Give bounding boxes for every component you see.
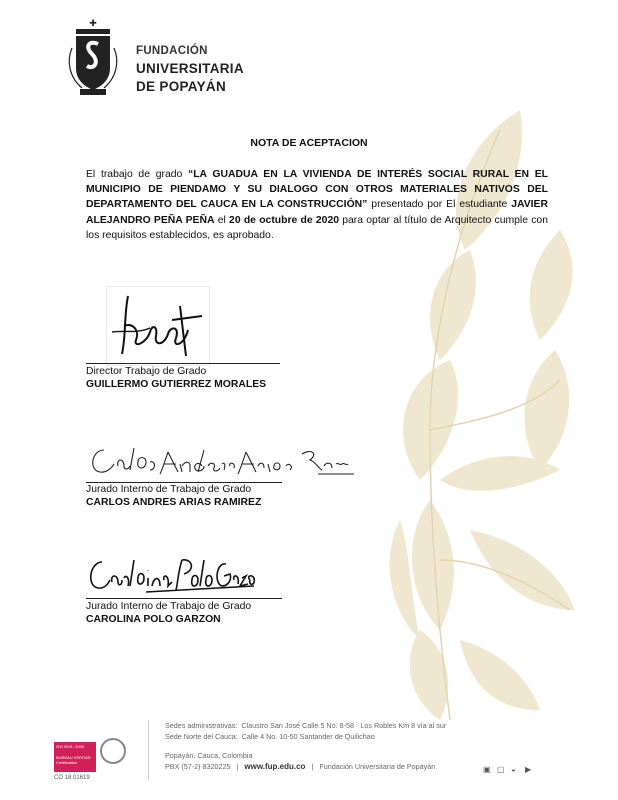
footer-contact [165, 720, 446, 772]
document-title: NOTA DE ACEPTACION [250, 137, 368, 149]
bv-text: BUREAU VERITAS Certification [56, 755, 91, 765]
website-link[interactable]: www.fup.edu.co [244, 762, 306, 771]
institution-name [136, 42, 244, 96]
org-name: Fundación Universitaria de Popayán [319, 762, 436, 771]
jury-2-name: CAROLINA POLO GARZON [86, 614, 221, 625]
signature-director [106, 286, 210, 366]
youtube-icon[interactable]: ▶ [525, 765, 532, 774]
svg-text:✚: ✚ [89, 19, 97, 29]
separator: | [236, 762, 239, 771]
institution-line-1: FUNDACIÓN [136, 45, 208, 57]
city: Popayán, Cauca, Colombia [165, 751, 253, 760]
presented-text: presentado por El estudiante [367, 199, 512, 211]
director-role: Director Trabajo de Grado [86, 366, 207, 377]
jury-1-name: CARLOS ANDRES ARIAS RAMIREZ [86, 497, 262, 508]
pbx: PBX (57-2) 8320225 [165, 762, 231, 771]
cert-code: CO 18.01619 [54, 775, 90, 781]
signature-jury-2 [86, 552, 256, 598]
approval-date: 20 de octubre de 2020 [229, 214, 340, 226]
signature-line-jury-1 [86, 482, 282, 483]
fup-logo [62, 18, 124, 96]
twitter-icon[interactable]: ◒ [511, 765, 516, 774]
bureau-veritas-seal-icon [100, 738, 126, 764]
admin-value: Claustro San José Calle 5 No. 8-58 · Los Robles Km 8 vía al sur [241, 721, 447, 730]
institution-line-2: UNIVERSITARIA [136, 61, 244, 76]
signature-line-director [86, 363, 280, 364]
director-name: GUILLERMO GUTIERREZ MORALES [86, 379, 267, 390]
north-label: Sede Norte del Cauca: [165, 732, 238, 741]
closing-text: para optar al título de Arquitecto cumple con los requisitos establecidos, es aprobado. [86, 214, 548, 241]
student-name: JAVIER ALEJANDRO PEÑA PEÑA [86, 199, 548, 226]
admin-label: Sedes administrativas: [165, 721, 238, 730]
thesis-title: “LA GUADUA EN LA VIVIENDA DE INTERÉS SOCIAL RURAL EN EL MUNICIPIO DE PIENDAMO Y SU DIALOGO CON OTROS MATERIALES NATIVOS DEL DEPARTAMENTO DEL CAUCA EN LA CONSTRUCCIÓN” [86, 169, 548, 211]
footer-divider [148, 720, 149, 780]
iso-text: ISO 9001: 2008 [56, 744, 85, 749]
jury-1-role: Jurado Interno de Trabajo de Grado [86, 484, 252, 495]
on-text: el [214, 214, 230, 226]
acceptance-paragraph [86, 167, 548, 243]
separator: | [311, 762, 314, 771]
north-value: Calle 4 No. 10-50 Santander de Quilichao [241, 732, 375, 741]
intro-text: El trabajo de grado [86, 169, 188, 180]
instagram-icon[interactable]: ▢ [497, 765, 505, 774]
facebook-icon[interactable]: ▣ [483, 765, 491, 774]
institution-line-3: DE POPAYÁN [136, 79, 227, 94]
signature-line-jury-2 [86, 598, 282, 599]
jury-2-role: Jurado Interno de Trabajo de Grado [86, 601, 252, 612]
signature-jury-1 [86, 440, 356, 480]
iso-certification-badge [54, 742, 96, 772]
